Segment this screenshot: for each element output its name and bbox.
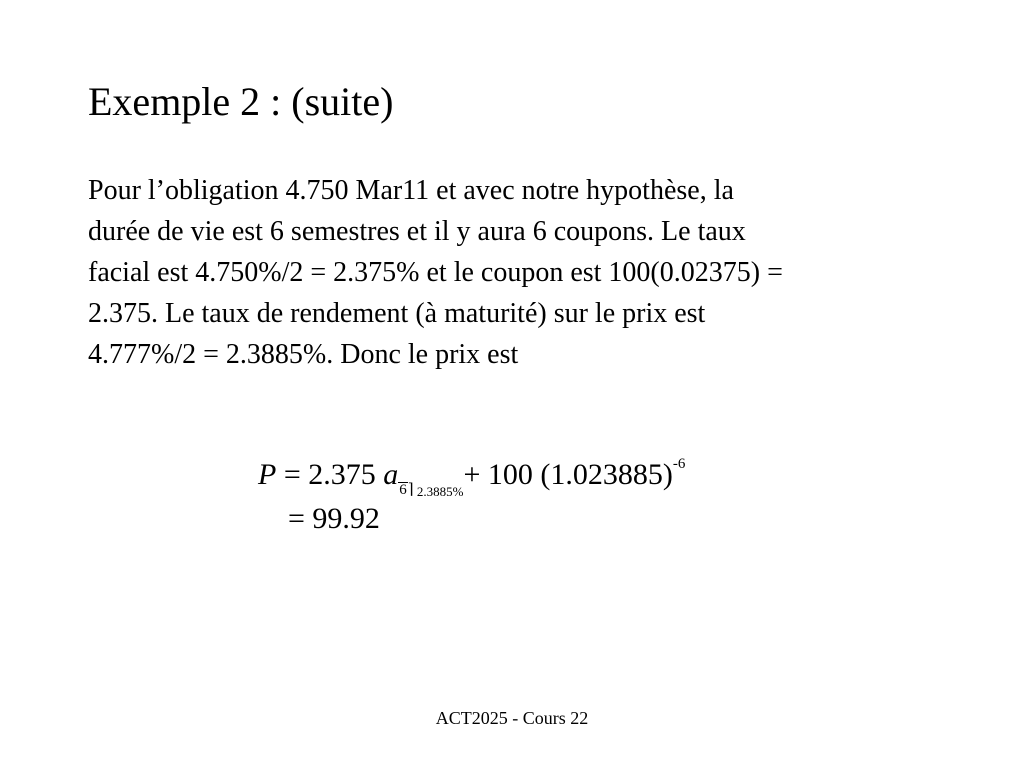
paragraph-line: 4.777%/2 = 2.3885%. Donc le prix est (88, 339, 519, 370)
formula-price-symbol: P (258, 458, 277, 491)
slide-footer: ACT2025 - Cours 22 (435, 708, 589, 728)
slide-title: Exemple 2 : (suite) (88, 79, 394, 124)
price-formula (258, 455, 685, 543)
formula-row-1 (258, 455, 685, 499)
paragraph-line: 2.375. Le taux de rendement (à maturité) sur le prix est (88, 298, 706, 329)
annuity-term: 6 (399, 482, 407, 498)
formula-exponent: -6 (672, 456, 686, 472)
formula-face-value-term: + 100 (1.023885) (463, 458, 673, 491)
annuity-rate: 2.3885% (416, 484, 464, 499)
slide-paragraph (88, 170, 948, 375)
annuity-symbol: a (383, 458, 399, 491)
paragraph-line: durée de vie est 6 semestres et il y aura 6 coupons. Le taux (88, 216, 746, 247)
annuity-notation (383, 455, 463, 499)
formula-row-2: = 99.92 (288, 502, 380, 535)
angle-bracket-icon: ⌉ (407, 482, 414, 498)
annuity-subscript (398, 484, 463, 499)
paragraph-line: Pour l’obligation 4.750 Mar11 et avec notre hypothèse, la (88, 175, 734, 206)
formula-coupon-term: = 2.375 (276, 458, 384, 491)
paragraph-line: facial est 4.750%/2 = 2.375% et le coupon est 100(0.02375) = (88, 257, 783, 288)
